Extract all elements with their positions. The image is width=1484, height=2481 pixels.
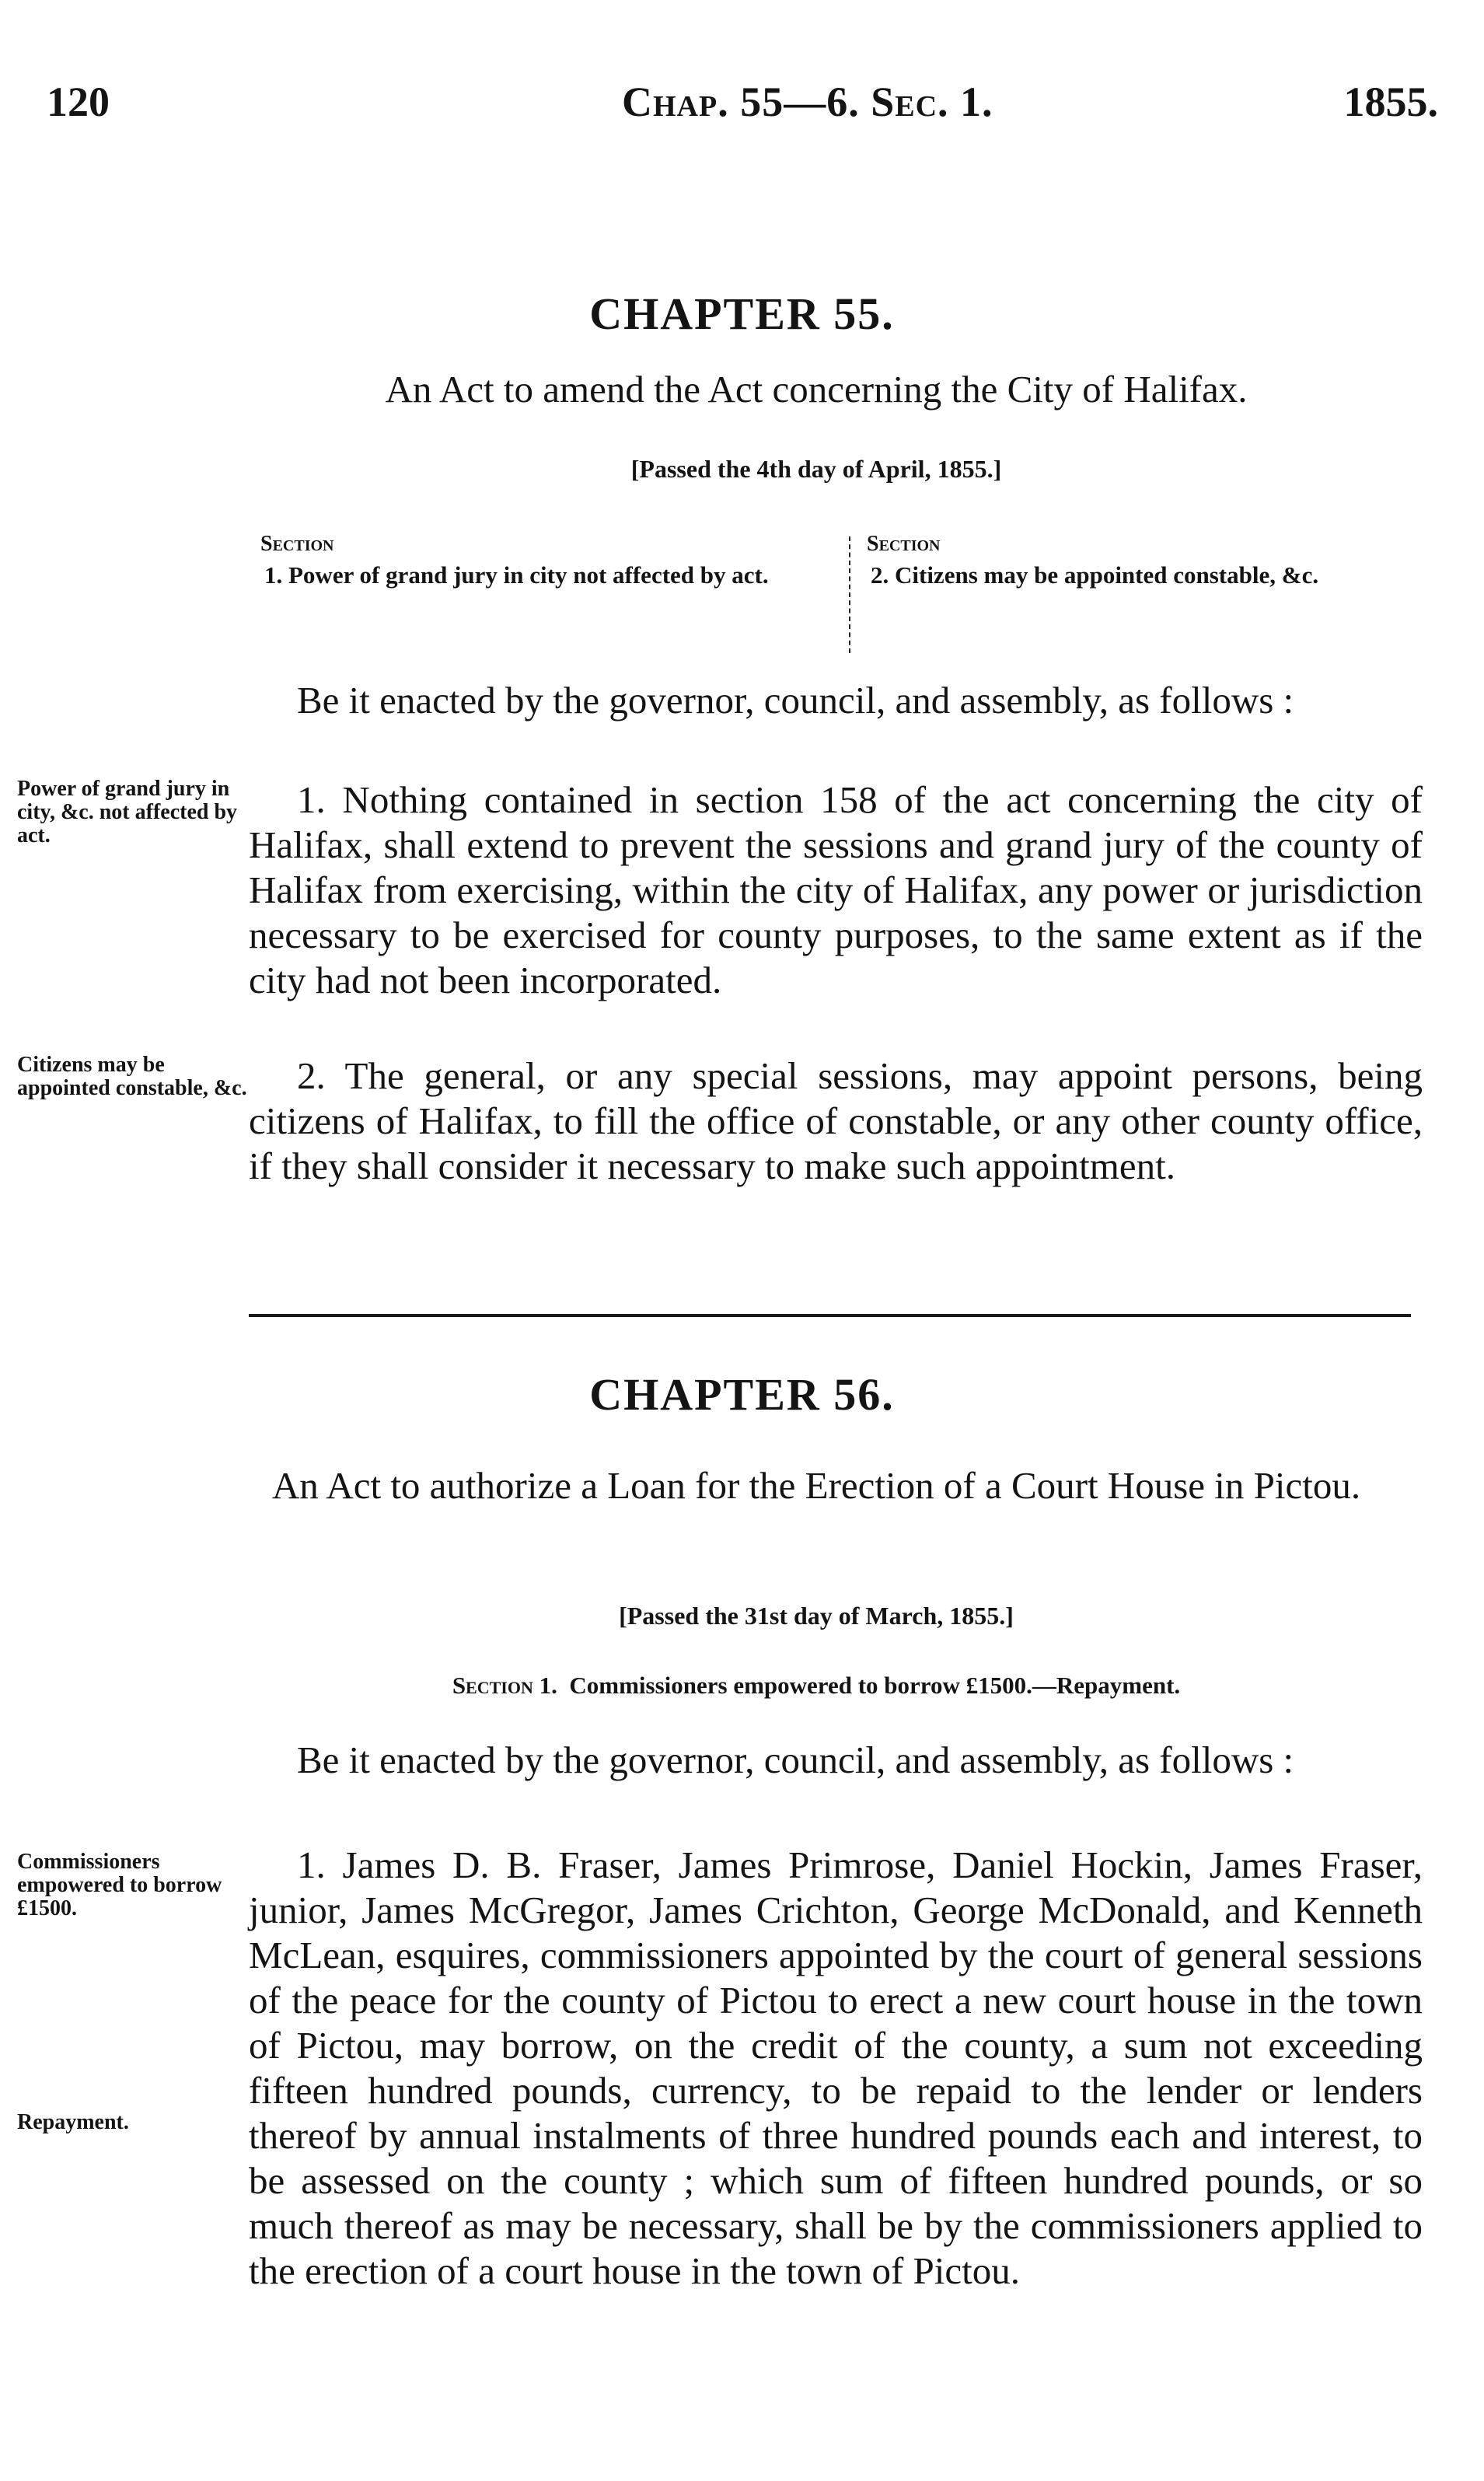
chapter-55-title: CHAPTER 55.	[589, 288, 895, 339]
chapter-56-margin-note-2: Repayment.	[17, 2110, 129, 2134]
chapter-56-passed-date: [Passed the 31st day of March, 1855.]	[619, 1602, 1014, 1630]
chapter-divider-rule	[249, 1314, 1411, 1317]
chapter-55-act-title: An Act to amend the Act concerning the City of Halifax.	[385, 368, 1248, 411]
chapter-55-section-1: 1. Nothing contained in section 158 of the act concerning the city of Halifax, shall extend to prevent the sessions and grand jury of the county of Halifax from exercising, within the city of Halifax, any power or jurisdiction necessary to be exercised for county purposes, to the same extent as if the city had not been incorporated.	[249, 778, 1423, 1001]
chapter-56-margin-note-1: Commissioners empowered to borrow £1500.	[17, 1850, 222, 1920]
index-item-1: 1. Power of grand jury in city not affected by act.	[264, 561, 769, 589]
chapter-56-title: CHAPTER 56.	[589, 1369, 895, 1420]
chapter-56-act-title: An Act to authorize a Loan for the Erection of a Court House in Pictou.	[271, 1464, 1361, 1507]
index-item-1: Commissioners empowered to borrow £1500.—Repayment.	[569, 1672, 1181, 1699]
index-item-2: 2. Citizens may be appointed constable, &c.	[871, 561, 1319, 589]
index-divider	[849, 536, 850, 653]
chapter-55-index-left	[260, 529, 840, 591]
chapter-55-section-2: 2. The general, or any special sessions, may appoint persons, being citizens of Halifax, to fill the office of constable, or any other county office, if they shall consider it necessary to make such appointment.	[249, 1054, 1423, 1187]
page-number: 120	[47, 79, 110, 125]
chapter-55-margin-note-1: Power of grand jury in city, &c. not affected by act.	[17, 777, 238, 847]
chapter-56-section-1: 1. James D. B. Fraser, James Primrose, Daniel Hockin, James Fraser, junior, James McGregor, James Crichton, George McDonald, and Kenneth McLean, esquires, commissioners appointed by the court of general sessions of the peace for the county of Pictou to erect a new court house in the town of Pictou, may borrow, on the credit of the county, a sum not exceeding fifteen hundred pounds, currency, to be repaid to the lender or lenders thereof by annual instalments of three hundred pounds each and interest, to be assessed on the county ; which sum of fifteen hundred pounds, or so much thereof as may be necessary, shall be by the commissioners applied to the erection of a court house in the town of Pictou.	[249, 1843, 1423, 2292]
chapter-56-index	[233, 1672, 1399, 1700]
chapter-55-enacting-clause: Be it enacted by the governor, council, and assembly, as follows :	[297, 679, 1294, 722]
chapter-55-index-right	[867, 529, 1426, 591]
header-year: 1855.	[1343, 79, 1438, 125]
chapter-55-margin-note-2: Citizens may be appointed constable, &c.	[17, 1053, 247, 1100]
running-header	[47, 78, 1438, 140]
chapter-55-passed-date: [Passed the 4th day of April, 1855.]	[630, 455, 1002, 483]
chapter-section-heading: Chap. 55—6. Sec. 1.	[622, 79, 993, 125]
index-heading-left: Section	[260, 532, 334, 556]
index-heading-right: Section	[867, 532, 941, 556]
chapter-56-enacting-clause: Be it enacted by the governor, council, and assembly, as follows :	[297, 1738, 1294, 1781]
index-heading: Section 1.	[452, 1672, 557, 1699]
